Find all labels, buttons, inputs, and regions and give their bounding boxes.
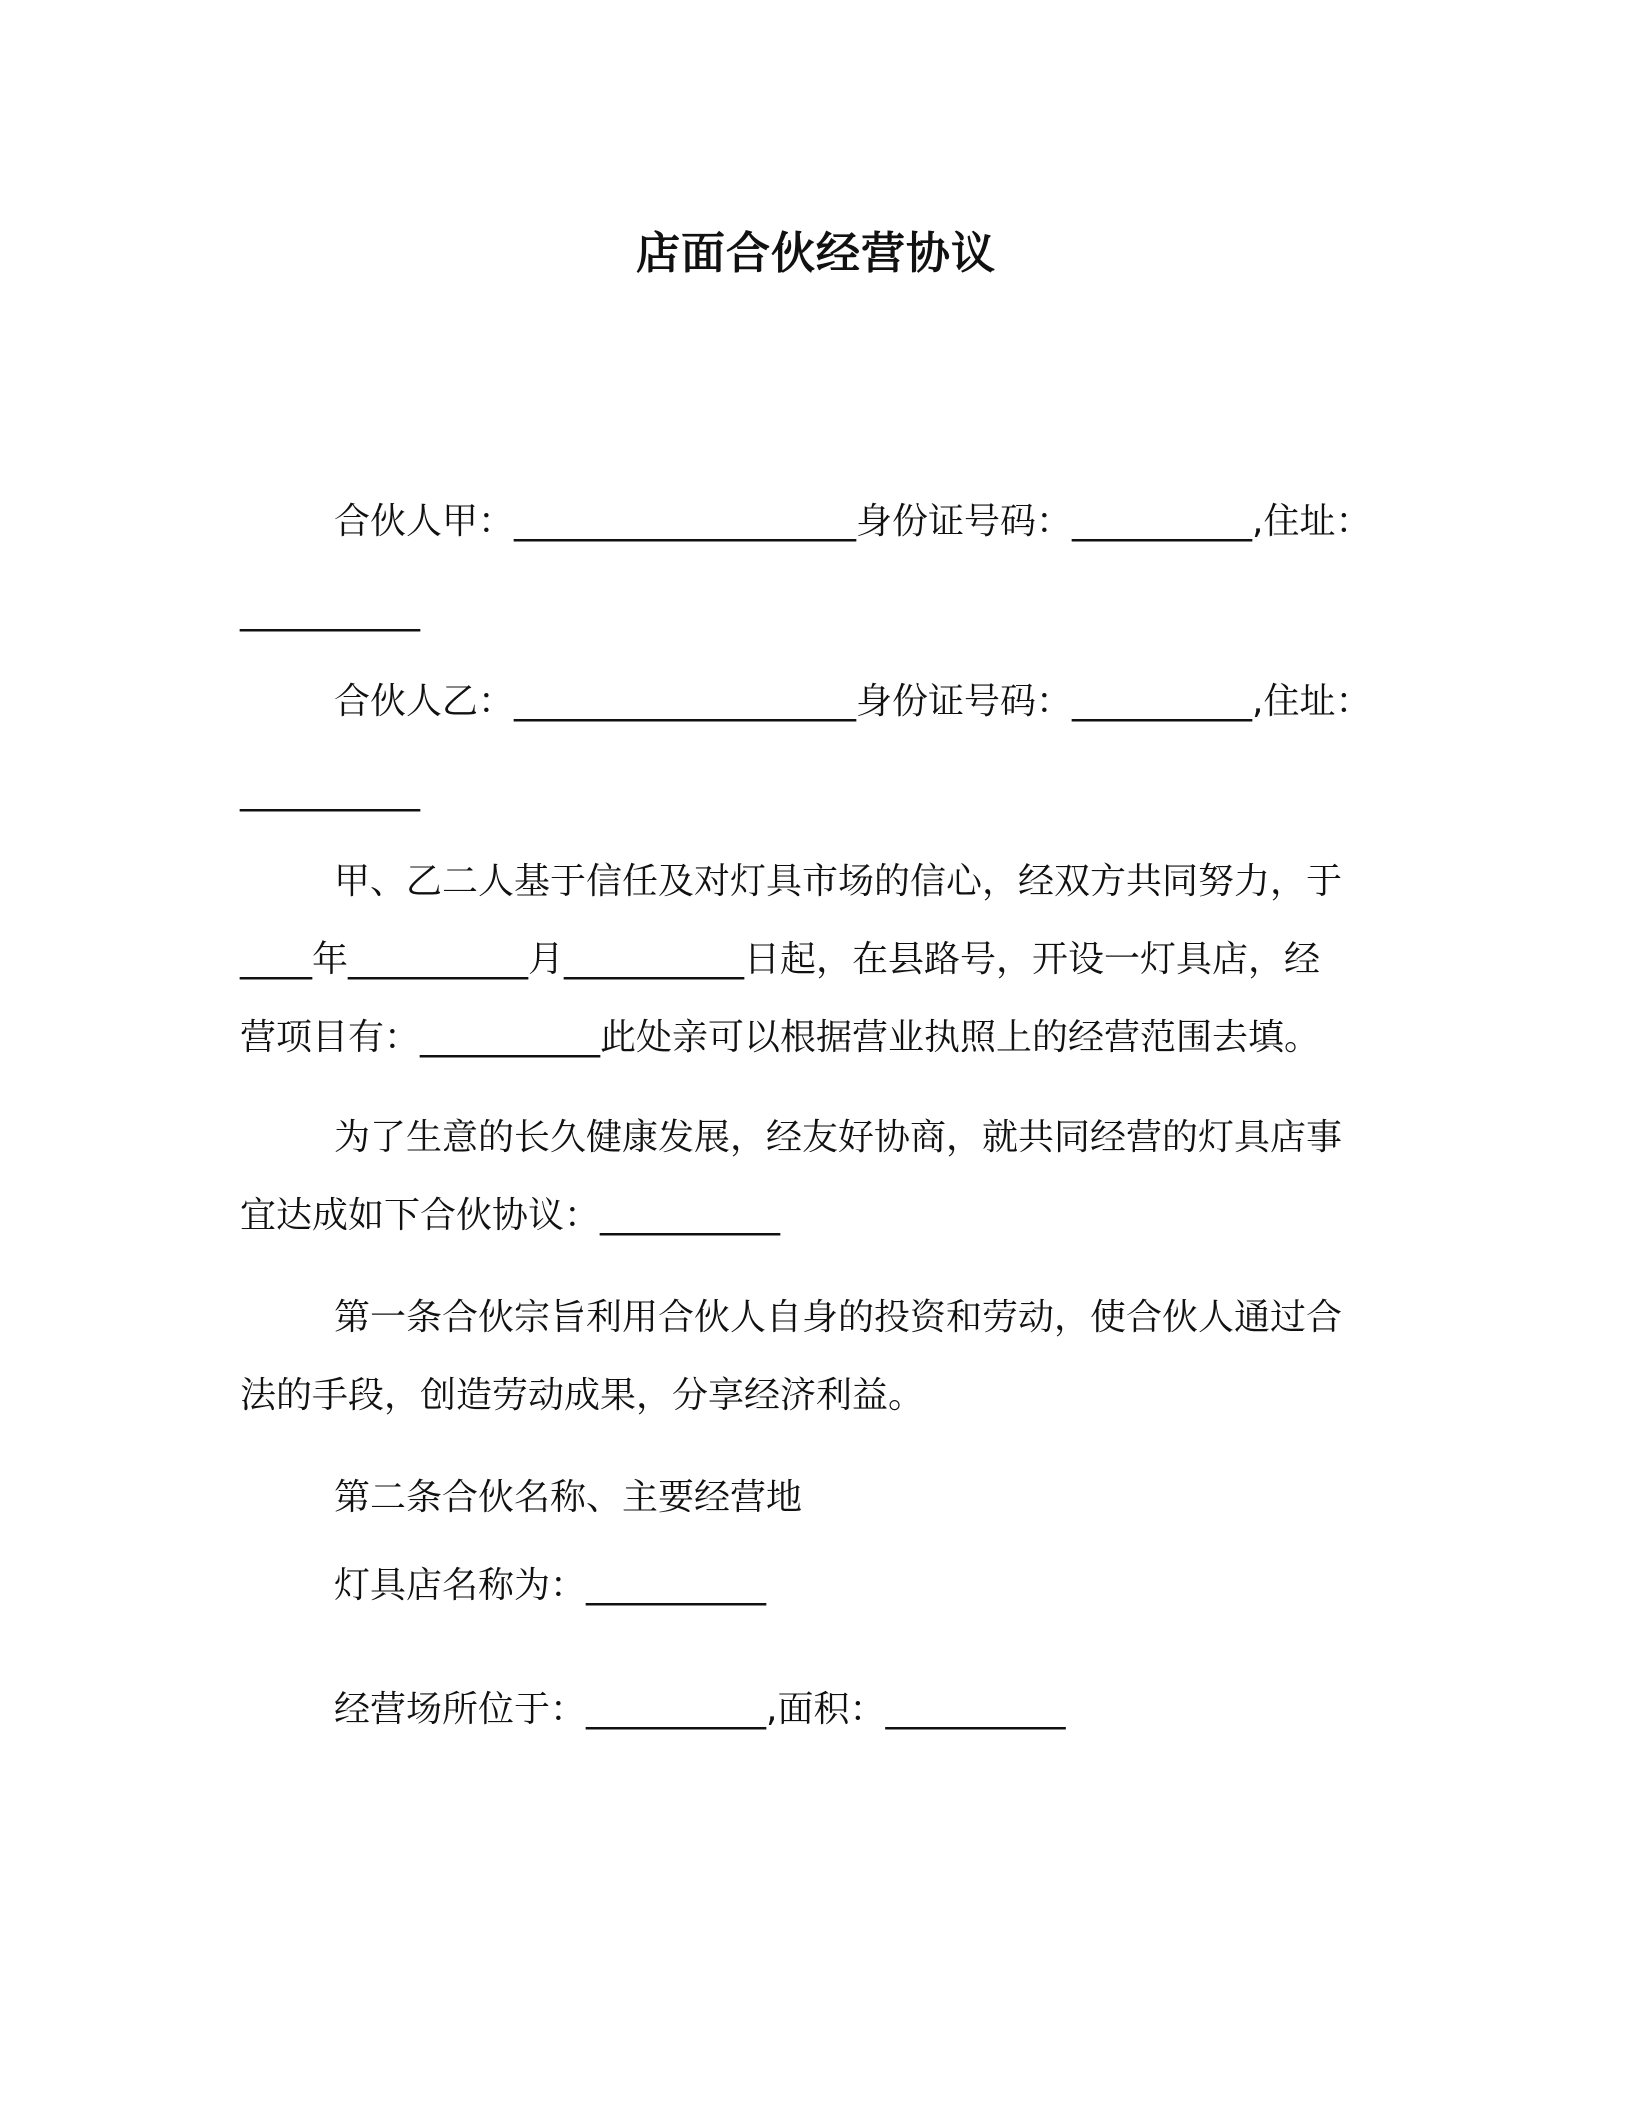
purpose-paragraph-line-1: 为了生意的长久健康发展，经友好协商，就共同经营的灯具店事	[334, 1117, 1343, 1158]
location-area-line: 经营场所位于：__________,面积：__________	[334, 1689, 1066, 1730]
intro-paragraph-line-2: ____年__________月__________日起，在县路号，开设一灯具店，经	[240, 939, 1321, 980]
article-1-line-2: 法的手段，创造劳动成果，分享经济利益。	[240, 1375, 925, 1416]
partner-a-line: 合伙人甲：___________________身份证号码：__________,住址：	[334, 501, 1372, 542]
intro-paragraph-line-1: 甲、乙二人基于信任及对灯具市场的信心，经双方共同努力，于	[334, 861, 1343, 902]
shop-name-line: 灯具店名称为：__________	[334, 1565, 767, 1606]
article-2-heading: 第二条合伙名称、主要经营地	[334, 1477, 803, 1518]
article-1-line-1: 第一条合伙宗旨利用合伙人自身的投资和劳动，使合伙人通过合	[334, 1297, 1343, 1338]
purpose-paragraph-line-2: 宜达成如下合伙协议：__________	[240, 1195, 781, 1236]
intro-paragraph-line-3: 营项目有：__________此处亲可以根据营业执照上的经营范围去填。	[240, 1017, 1321, 1058]
partner-b-address-blank: __________	[240, 771, 420, 812]
document-title: 店面合伙经营协议	[636, 228, 996, 279]
partner-a-address-blank: __________	[240, 591, 420, 632]
partner-b-line: 合伙人乙：___________________身份证号码：__________,住址：	[334, 681, 1372, 722]
